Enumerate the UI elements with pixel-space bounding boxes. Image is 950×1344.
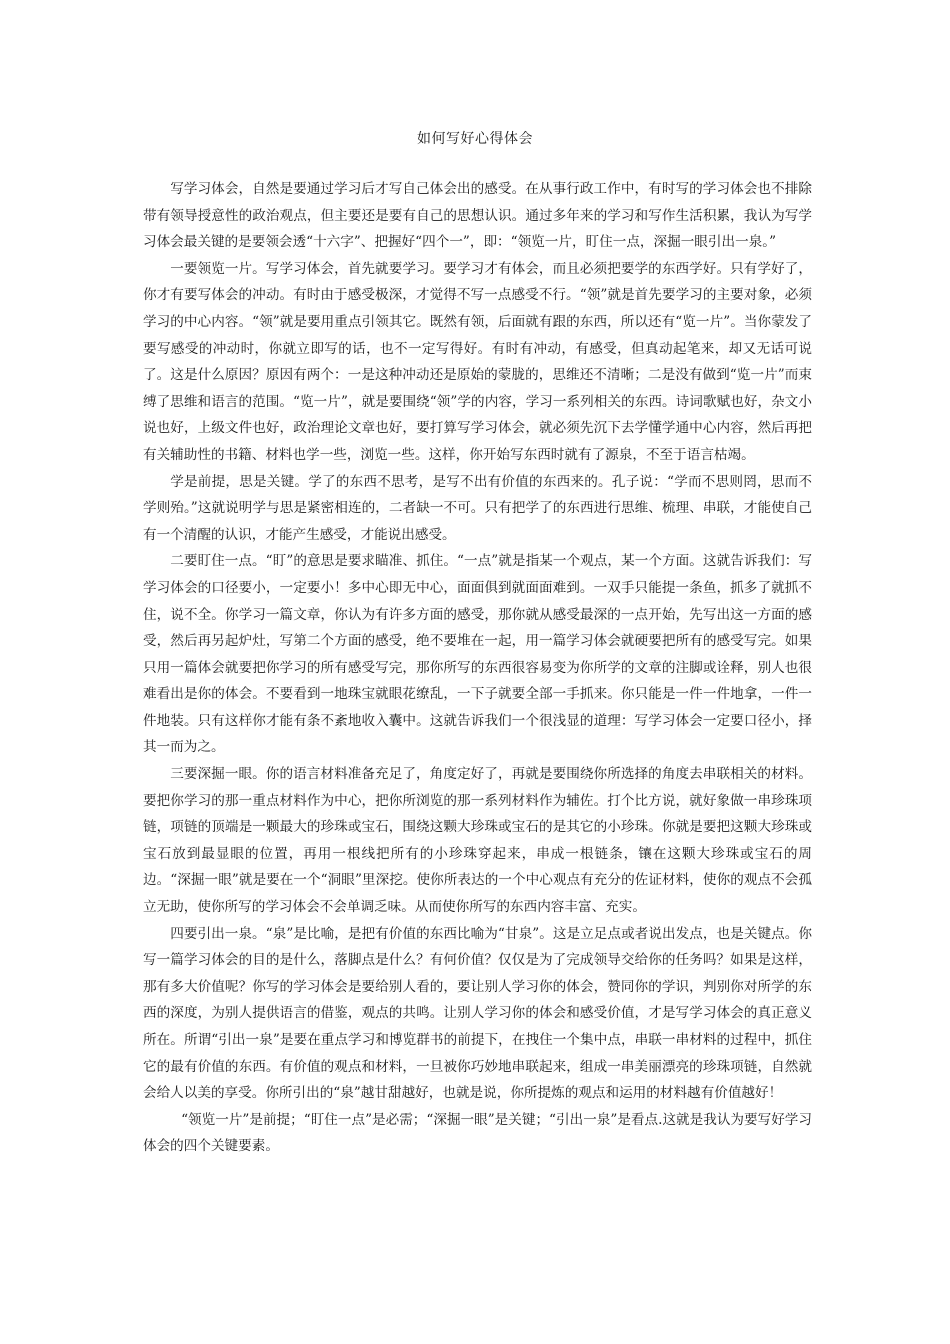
paragraph-lan-yi-pian: 一要领览一片。写学习体会，首先就要学习。要学习才有体会，而且必须把要学的东西学好。只有学好了，你才有要写体会的冲动。有时由于感受极深，才觉得不写一点感受不行。“领”就是首先要学习的主要对象，必须学习的中心内容。“领”就是要用重点引领其它。既然有领，后面就有跟的东西，所以还有“览一片”。当你蒙发了要写感受的冲动时，你就立即写的话，也不一定写得好。有时有冲动，有感受，但真动起笔来，却又无话可说了。这是什么原因？原因有两个：一是这种冲动还是原始的蒙胧的，思维还不清晰；二是没有做到“览一片”而束缚了思维和语言的范围。“览一片”，就是要围绕“领”学的内容，学习一系列相关的东西。诗词歌赋也好，杂文小说也好，上级文件也好，政治理论文章也好，要打算写学习体会，就必须先沉下去学懂学通中心内容，然后再把有关辅助性的书籍、材料也学一些，浏览一些。这样，你开始写东西时就有了源泉，不至于语言枯竭。 (143, 260, 812, 463)
paragraph-conclusion: “领览一片”是前提；“盯住一点”是必需；“深掘一眼”是关键；“引出一泉”是看点.这就是我认为要写好学习体会的四个关键要素。 (143, 1111, 812, 1155)
paragraph-shen-jue-yi-yan: 三要深掘一眼。你的语言材料准备充足了，角度定好了，再就是要围绕你所选择的角度去串联相关的材料。要把你学习的那一重点材料作为中心，把你所浏览的那一系列材料作为辅佐。打个比方说，就好象做一串珍珠项链，项链的顶端是一颗最大的珍珠或宝石，围绕这颗大珍珠或宝石的是其它的小珍珠。你就是要把这颗大珍珠或宝石放到最显眼的位置，再用一根线把所有的小珍珠穿起来，串成一根链条，镶在这颗大珍珠或宝石的周边。“深掘一眼”就是要在一个“洞眼”里深挖。使你所表达的一个中心观点有充分的佐证材料，使你的观点不会孤立无助，使你所写的学习体会不会单调乏味。从而使你所写的东西内容丰富、充实。 (143, 766, 812, 916)
paragraph-intro: 写学习体会，自然是要通过学习后才写自己体会出的感受。在从事行政工作中，有时写的学习体会也不排除带有领导授意性的政治观点，但主要还是要有自己的思想认识。通过多年来的学习和写作生活积累，我认为写学习体会最关键的是要领会透“十六字”、把握好“四个一”，即：“领览一片，盯住一点，深掘一眼引出一泉。” (143, 181, 812, 251)
paragraph-yin-chu-yi-quan: 四要引出一泉。“泉”是比喻，是把有价值的东西比喻为“甘泉”。这是立足点或者说出发点，也是关键点。你写一篇学习体会的目的是什么，落脚点是什么？有何价值？仅仅是为了完成领导交给你的任务吗？如果是这样，那有多大价值呢？你写的学习体会是要给别人看的，要让别人学习你的体会，赞同你的学识，判别你对所学的东西的深度，为别人提供语言的借鉴，观点的共鸣。让别人学习你的体会和感受价值，才是写学习体会的真正意义所在。所谓“引出一泉”是要在重点学习和博览群书的前提下，在拽住一个集中点，串联一串材料的过程中，抓住它的最有价值的东西。有价值的观点和材料，一旦被你巧妙地串联起来，组成一串美丽漂亮的珍珠项链，自然就会给人以美的享受。你所引出的“泉”越甘甜越好，也就是说，你所提炼的观点和运用的材料越有价值越好！ (143, 925, 812, 1102)
document-title: 如何写好心得体会 (417, 131, 533, 147)
paragraph-xue-si: 学是前提，思是关键。学了的东西不思考，是写不出有价值的东西来的。孔子说：“学而不思则罔，思而不学则殆。”这就说明学与思是紧密相连的，二者缺一不可。只有把学了的东西进行思维、梳理、串联，才能使自己有一个清醒的认识，才能产生感受，才能说出感受。 (143, 473, 812, 543)
document-body (143, 176, 812, 1160)
paragraph-ding-zhu-yi-dian: 二要盯住一点。“盯”的意思是要求瞄准、抓住。“一点”就是指某一个观点，某一个方面。这就告诉我们：写学习体会的口径要小，一定要小！多中心即无中心，面面俱到就面面难到。一双手只能提一条鱼，抓多了就抓不住，说不全。你学习一篇文章，你认为有许多方面的感受，那你就从感受最深的一点开始，先写出这一方面的感受，然后再另起炉灶，写第二个方面的感受，绝不要堆在一起，用一篇学习体会就硬要把所有的感受写完。如果只用一篇体会就要把你学习的所有感受写完，那你所写的东西很容易变为你所学的文章的注脚或诠释，别人也很难看出是你的体会。不要看到一地珠宝就眼花缭乱，一下子就要全部一手抓来。你只能是一件一件地拿，一件一件地装。只有这样你才能有条不紊地收入囊中。这就告诉我们一个很浅显的道理：写学习体会一定要口径小，择其一而为之。 (143, 553, 812, 756)
